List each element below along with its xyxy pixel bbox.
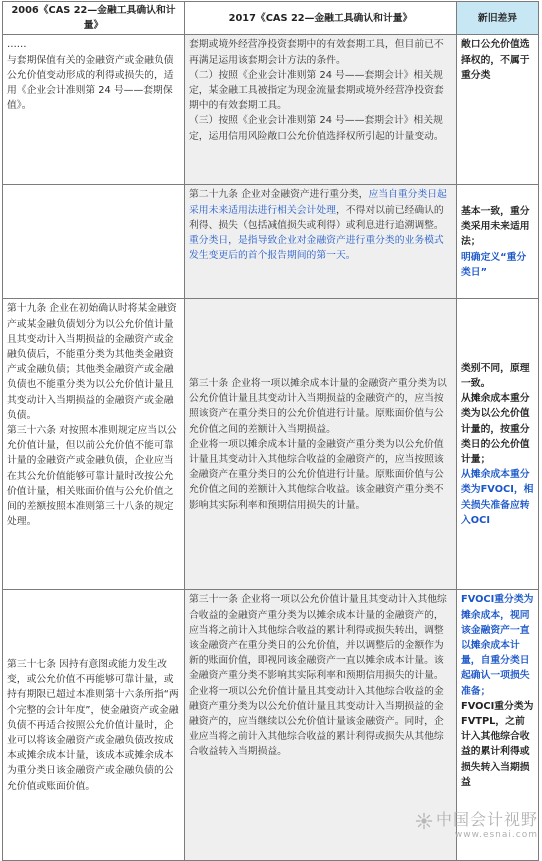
new-text-segment: 第二十九条 企业对金融资产进行重分类， — [189, 189, 369, 201]
logo-icon — [415, 812, 433, 830]
new-text-segment: ，不得对以前已经确认的利得、损失（包括减值损失或利得）或利息进行追溯调整。 — [189, 204, 444, 231]
watermark-title — [415, 807, 538, 830]
cell-old — [3, 185, 185, 299]
cell-new — [185, 185, 457, 299]
table-row — [3, 299, 539, 590]
table-row — [3, 185, 539, 299]
diff-paragraph: 基本一致，重分类采用未来适用法； — [461, 205, 530, 248]
diff-paragraph: 从摊余成本重分类为以公允价值计量的，按重分类日的公允价值计量； — [461, 393, 530, 465]
diff-paragraph: 敞口公允价值选择权的，不属于重分类 — [461, 39, 530, 81]
new-paragraph — [189, 187, 452, 233]
diff-paragraph: FVOCI重分类为摊余成本，视同该金融资产一直以摊余成本计量，自重分类日起确认一项损失准备； — [461, 594, 534, 697]
old-paragraph: 第三十六条 对按照本准则规定应当以公允价值计量，但以前公允价值不能可靠计量的金融资产或金融负债，企业应当在其公允价值能够可靠计量时改按公允价值计量，相关账面价值与公允价值之间的差额按照本准则第三十八条的规定处理。 — [7, 425, 177, 528]
diff-paragraph: 从摊余成本重分类为FVOCI，相关损失准备应转入OCI — [461, 469, 534, 526]
new-paragraph: 第三十条 企业将一项以摊余成本计量的金融资产重分类为以公允价值计量且其变动计入当期损益的金融资产的，应当按照该资产在重分类日的公允价值进行计量。原账面价值与公允价值之间的差额计入当期损益。 — [189, 377, 447, 435]
watermark-title-text: 中国会计视野 — [435, 810, 538, 829]
new-paragraph: 企业将一项以摊余成本计量的金融资产重分类为以公允价值计量且其变动计入其他综合收益的金融资产的，应当按照该金融资产在重分类日的公允价值进行计量。原账面价值与公允价值之间的差额计入其他综合收益。该金融资产重分类不影响其实际利率和预期信用损失的计量。 — [189, 438, 444, 511]
old-paragraph: 第十九条 企业在初始确认时将某金融资产或某金融负债划分为以公允价值计量且其变动计入当期损益的金融资产或金融负债后，不能重分类为其他类金融资产或金融负债；其他类金融资产或金融负债也不能重分类为以公允价值计量且其变动计入当期损益的金融资产或金融负债。 — [7, 303, 177, 421]
new-paragraph: 企业将一项以公允价值计量且其变动计入其他综合收益的金融资产重分类为以公允价值计量且其变动计入当期损益的金融资产的，应当继续以公允价值计量该金融资产。同时，企业应当将之前计入其他综合收益的累计利得或损失从其他综合收益转入当期损益。 — [189, 685, 444, 758]
new-paragraph: （二）按照《企业会计准则第 24 号——套期会计》相关规定，某金融工具被指定为现金流量套期或境外经营净投资套期中的有效套期工具。 — [189, 69, 444, 112]
header-old: 2006《CAS 22—金融工具确认和计量》 — [3, 2, 185, 35]
table-row — [3, 35, 539, 185]
header-diff: 新旧差异 — [457, 2, 539, 35]
new-paragraph: 第三十一条 企业将一项以公允价值计量且其变动计入其他综合收益的金融资产重分类为以摊余成本计量的金融资产的，应当将之前计入其他综合收益的累计利得或损失转出，调整该金融资产在重分类日的公允价值，并以调整后的金额作为新的账面价值，即视同该金融资产一直以摊余成本计量。该金融资产重分类不影响其实际利率和预期信用损失的计量。 — [189, 594, 447, 682]
cell-new — [185, 35, 457, 185]
watermark-url: www.esnai.com — [454, 830, 538, 840]
old-paragraph: 第三十七条 因持有意图或能力发生改变，或公允价值不再能够可靠计量，或持有期限已超过本准则第十六条所指“两个完整的会计年度”，使金融资产或金融负债不再适合按照公允价值计量时，企业可以将该金融资产或金融负债改按成本或摊余成本计量，该成本或摊余成本为重分类日该金融资产或金融负债的公允价值或账面价值。 — [7, 658, 179, 792]
header-new: 2017《CAS 22—金融工具确认和计量》 — [185, 2, 457, 35]
table-body — [3, 35, 539, 861]
cell-old — [3, 35, 185, 185]
cell-old — [3, 299, 185, 590]
old-paragraph: 与套期保值有关的金融资产或金融负债公允价值变动形成的利得或损失的，适用《企业会计准则第 24 号——套期保值》。 — [7, 54, 174, 112]
new-paragraph: （三）按照《企业会计准则第 24 号——套期会计》相关规定，运用信用风险敞口公允价值选择权所引起的计量变动。 — [189, 115, 444, 142]
cell-diff — [457, 299, 539, 590]
comparison-table — [2, 1, 539, 861]
watermark — [415, 807, 538, 840]
cell-diff — [457, 185, 539, 299]
diff-paragraph: 类别不同，原理一致。 — [461, 362, 530, 389]
new-text-segment: 应当自重分类日起采用未来适用法进行相关会计处理 — [189, 189, 447, 216]
old-paragraph: …… — [7, 39, 27, 51]
new-paragraph: 套期或境外经营净投资套期中的有效套期工具，但目前已不再满足运用该套期会计方法的条件。 — [189, 39, 444, 66]
cell-old — [3, 590, 185, 861]
diff-paragraph: FVOCI重分类为FVTPL，之前计入其他综合收益的累计利得或损失转入当期损益 — [461, 700, 534, 788]
new-paragraph: 重分类日，是指导致企业对金融资产进行重分类的业务模式发生变更后的首个报告期间的第一天。 — [189, 235, 444, 262]
cell-new — [185, 299, 457, 590]
cell-diff — [457, 35, 539, 185]
diff-paragraph: 明确定义“重分类日” — [461, 251, 527, 278]
header-row — [3, 2, 539, 35]
